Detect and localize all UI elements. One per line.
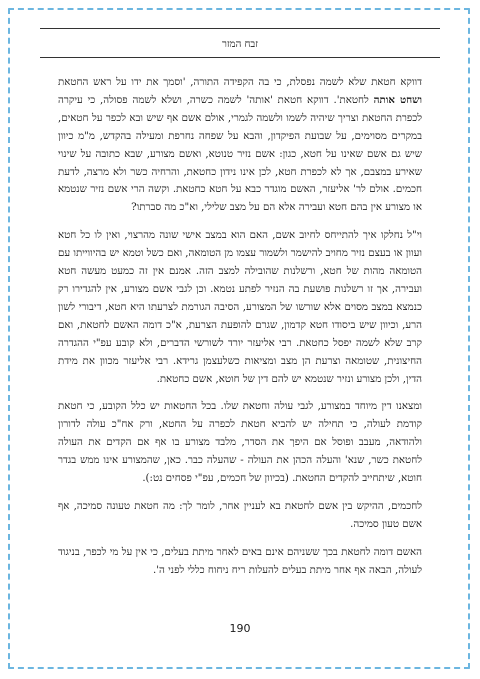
header-rule-bottom bbox=[40, 57, 440, 58]
paragraph-1-text-end: לחטאת'. דווקא חטאת 'אותה' לשמה כשרה, ושלא לשמה פסולה, כי עיקרה לכפרת החטאת וצריך שיהיה לשמו ולשמה לגמרי, אולם אשם אף שיש ובא לכפר על חטאים, במקרים מסוימים, על שבועת הפיקדון, והבא על שפחה נחרפת ומעילה בהקדש, מ"מ כיוון שיש גם אשם שאינו על חטא, כגון: אשם נזיר טנוטא, ואשם מצורע, שבא כתובה על שינוי שאירע במצבם, אך לא לכפרת חטא, לכן אינו נידון כחטאת, והרחיה כשר ולא מרצה, לדעת חכמים. אולם לר' אליעזר, האשם מוגדר כבא על חטא כחטאת. וקשה הרי אשם נזיר שנטמא או מצורע אין בהם חטא ועבירה אלא הם על מצב שלילי, וא"כ מה סברתו? bbox=[58, 94, 422, 214]
paragraph-1-bold-phrase: ושחט אותה bbox=[373, 93, 422, 106]
running-head: זבח המזר bbox=[221, 39, 259, 50]
paragraph-1-text-start: דווקא חטאת שלא לשמה נפסלת, כי בה הקפידה התורה, 'וסמך את ידו על ראש החטאת bbox=[58, 77, 422, 88]
paragraph-4: לחכמים, ההיקש בין אשם לחטאת בא לעניין אחר, לומר לך: מה חטאת טעונה סמיכה, אף אשם טעון סמיכה. bbox=[58, 500, 422, 530]
page-header bbox=[40, 26, 440, 66]
paragraph-5: האשם דומה לחטאת בכך ששניהם אינם באים לאחר מיתת בעלים, כי אין על מי לכפר, בניגוד לעולה, הבאה אף אחר מיתת בעלים להעלות ריח ניחוח כללי לפני ה'. bbox=[58, 546, 422, 576]
body-text bbox=[58, 74, 422, 590]
paragraph-1 bbox=[58, 74, 422, 217]
paragraph-3: ומצאנו דין מיוחד במצורע, לגבי עולה וחטאת שלו. בכל החטאות יש כלל הקובע, כי חטאת קודמת לעולה, כי תחילה יש להביא חטאת לכפרה על החטא, ורק אח"כ עולה לדורון ולהודאה, מעבב ופוסל אם היפך את הסדר, מלבד מצורע בו אף אם הקדים את העולה לחטאת כשר, שנא' והעלה הכהן את העולה - שהעלה כבר. כאן, שהמצורע אינו ממש בגדר חוטא, שיתחייב להקדים החטאת. (בכיוון של חכמים, עפ"י פסחים נט:). bbox=[58, 401, 422, 485]
paragraph-2: וי"ל נחלקו איך להתייחס לחיוב אשם, האם הוא במצב אישי שונה מהרצוי, ואין לו כל חטא ועוון או בעצם נזיר מחויב להישמר ולשמור עצמו מן הטומאה, ואם כשל וטמא יש בהיווייתו עם הטומאה מהות של חטא, ורשלנות שהובילה למצב הזה. אמנם אין זה כמעט מעשה חטא ועבירה, אך זו רשלנות פושעת בה הנזיר לפתע נטמא. וכן לגבי אשם מצורע, אין להגדירו רק כנמצא במצב מסוים אלא שורשו של המצורע, הסיבה הגורמת לצרעתו היא חטא, דיבורי לשון הרע, וכיוון שיש ביסודו חטא קדמון, שגרם להופעת הצרעת, א"כ דומה האשם לחטאת, ואם קרב שלא לשמה יפסל כחטאת. רבי אליעזר יורד לשורשי הדברים, ולא קובע עפ"י ההגדרה החיצונית, שטומאה וצרעת הן מצב ומציאות כשלעצמן גרידא. רבי אליעזר מכוון את מידת הדין, ולכן מצורע ונזיר שנטמא יש להם דין של חוטא, אשם כחטאת. bbox=[58, 230, 422, 385]
header-rule-top bbox=[40, 28, 440, 29]
page-number: 190 bbox=[229, 622, 251, 635]
